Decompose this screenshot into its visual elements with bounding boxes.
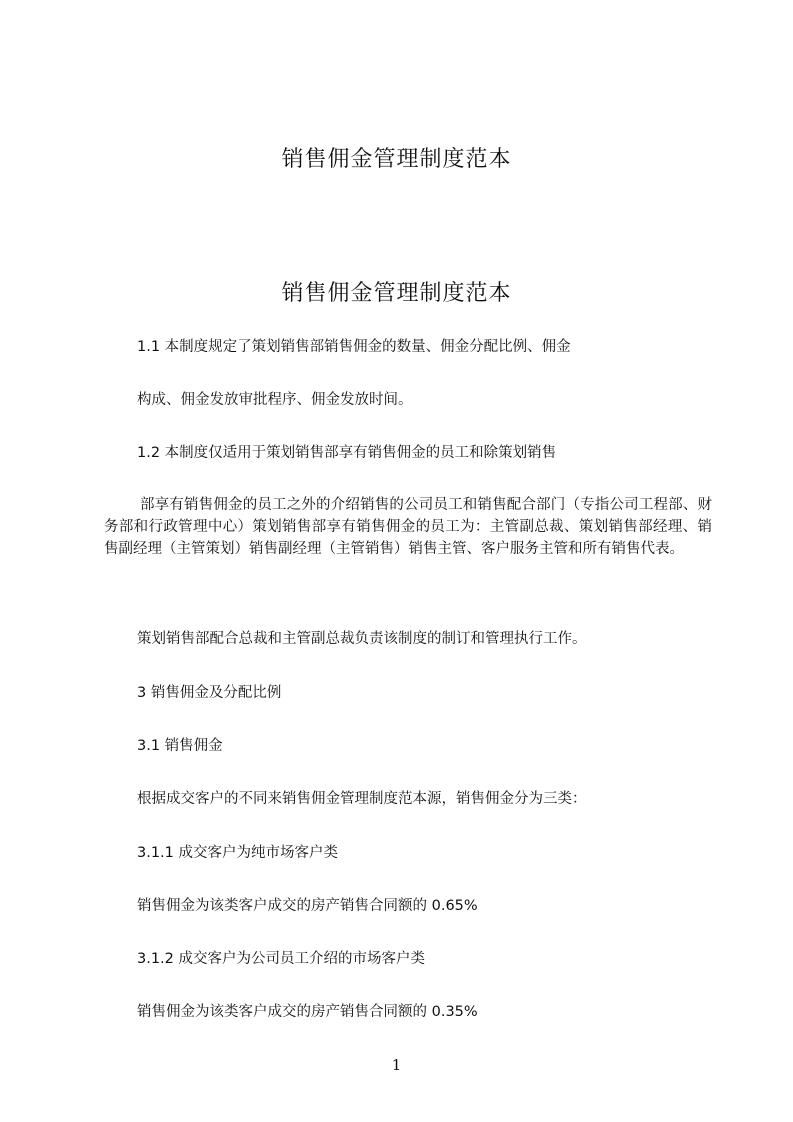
document-title-main: 销售佣金管理制度范本 [281, 281, 512, 306]
section-3-1-1-description: 销售佣金为该类客户成交的房产销售合同额的 0.65% [137, 898, 478, 914]
clause-scope-paragraph: 部享有销售佣金的员工之外的介绍销售的公司员工和销售配合部门（专指公司工程部、财务部和行政管理中心）策划销售部享有销售佣金的员工为：主管副总裁、策划销售部经理、销售副经理（主管策划）销售副经理（主管销售）销售主管、客户服务主管和所有销售代表。 [104, 497, 712, 557]
page-number: 1 [391, 1056, 402, 1074]
section-3-heading: 3 销售佣金及分配比例 [137, 685, 282, 701]
clause-1-1: 1.1 本制度规定了策划销售部销售佣金的数量、佣金分配比例、佣金 [137, 339, 571, 355]
clause-1-2: 1.2 本制度仅适用于策划销售部享有销售佣金的员工和除策划销售 [137, 445, 557, 461]
section-3-1-1-heading: 3.1.1 成交客户为纯市场客户类 [137, 845, 339, 861]
section-3-1-description: 根据成交客户的不同来销售佣金管理制度范本源，销售佣金分为三类： [137, 791, 587, 807]
clause-1-1-continued: 构成、佣金发放审批程序、佣金发放时间。 [137, 392, 413, 408]
section-3-1-2-heading: 3.1.2 成交客户为公司员工介绍的市场客户类 [137, 951, 426, 967]
section-3-1-2-description: 销售佣金为该类客户成交的房产销售合同额的 0.35% [137, 1004, 478, 1020]
section-3-1-heading: 3.1 销售佣金 [137, 738, 223, 754]
document-title-top: 销售佣金管理制度范本 [281, 147, 512, 172]
responsibility-statement: 策划销售部配合总裁和主管副总裁负责该制度的制订和管理执行工作。 [137, 631, 587, 647]
